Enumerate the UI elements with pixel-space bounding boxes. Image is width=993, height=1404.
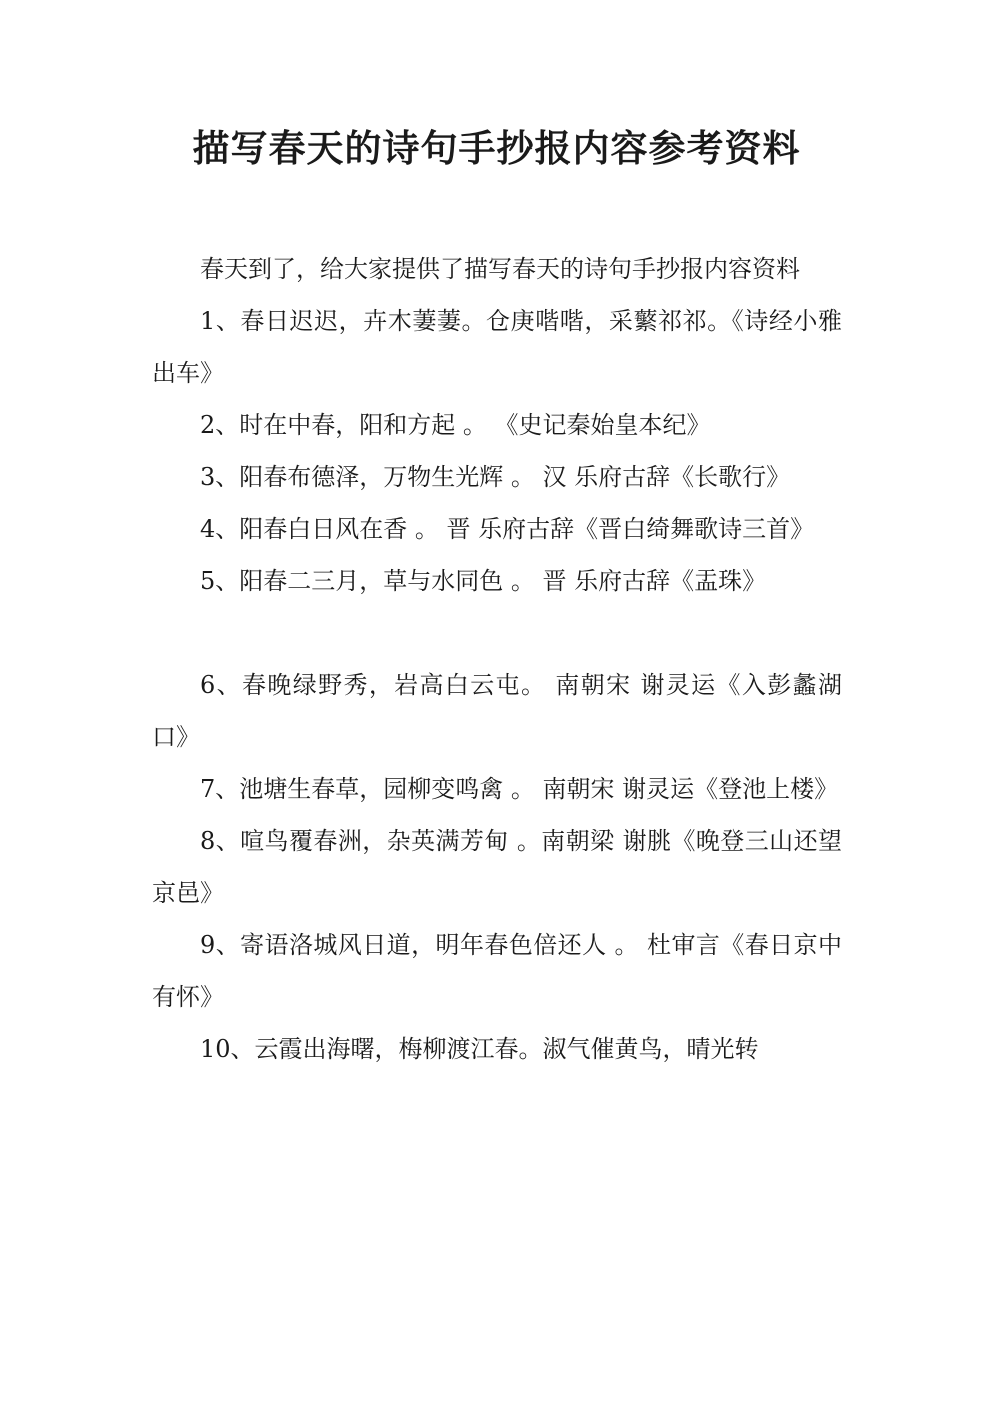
poem-line-9: 9、寄语洛城风日道，明年春色倍还人 。 杜审言《春日京中有怀》 (152, 931, 842, 1011)
document-body (152, 243, 842, 1075)
poem-line-4: 4、阳春白日风在香 。 晋 乐府古辞《晋白绮舞歌诗三首》 (200, 515, 815, 543)
poem-line-5: 5、阳春二三月，草与水同色 。 晋 乐府古辞《盂珠》 (200, 567, 767, 595)
poem-line-2: 2、时在中春，阳和方起 。 《史记秦始皇本纪》 (200, 411, 711, 439)
poem-line-6: 6、春晚绿野秀，岩高白云屯。 南朝宋 谢灵运《入彭蠡湖口》 (152, 671, 842, 751)
intro-paragraph: 春天到了，给大家提供了描写春天的诗句手抄报内容资料 (200, 255, 800, 283)
page-title: 描写春天的诗句手抄报内容参考资料 (192, 126, 801, 170)
poem-line-7: 7、池塘生春草，园柳变鸣禽 。 南朝宋 谢灵运《登池上楼》 (200, 775, 839, 803)
poem-line-1: 1、春日迟迟，卉木萋萋。仓庚喈喈，采蘩祁祁。《诗经小雅出车》 (152, 307, 842, 387)
blank-line (152, 607, 842, 659)
poem-line-8: 8、喧鸟覆春洲，杂英满芳甸 。南朝梁 谢朓《晚登三山还望京邑》 (152, 827, 842, 907)
poem-line-10: 10、云霞出海曙，梅柳渡江春。淑气催黄鸟，晴光转 (200, 1035, 759, 1063)
poem-line-3: 3、阳春布德泽，万物生光辉 。 汉 乐府古辞《长歌行》 (200, 463, 791, 491)
